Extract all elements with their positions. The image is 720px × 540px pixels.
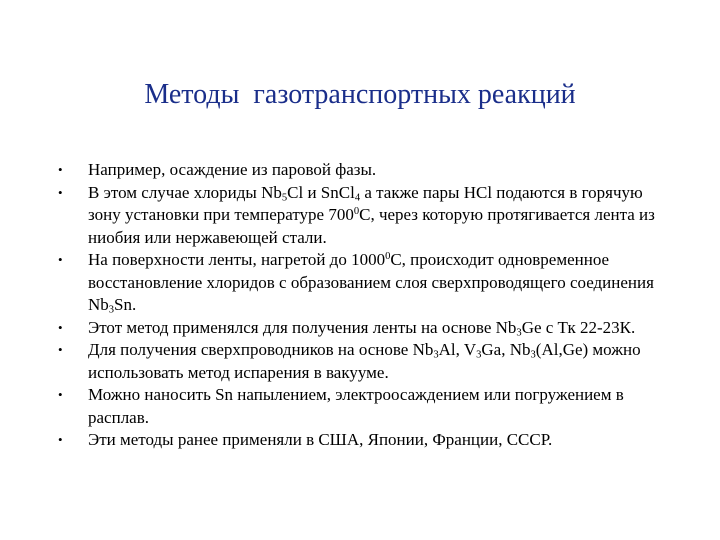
bullet-text <box>88 385 624 427</box>
text-run: C, через которую протягивается лента из ниобия или нержавеющей стали. <box>88 205 655 247</box>
text-run: Ge с Тк 22-23К. <box>521 317 636 337</box>
bullet-point-icon: • <box>58 319 63 335</box>
bullet-text <box>88 183 655 247</box>
text-run: 5 <box>281 192 288 204</box>
bullet-point-icon: • <box>58 342 63 357</box>
text-run: В этом случае хлориды Nb <box>88 182 282 202</box>
bullet-item <box>56 182 666 250</box>
bullet-point-icon: • <box>58 432 63 447</box>
text-run: Эти методы ранее применяли в США, Японии, Франции, СССР. <box>88 430 553 449</box>
text-run: Cl и SnCl <box>287 182 355 202</box>
bullet-point-icon: • <box>58 184 63 200</box>
text-run: C, происходит одновременное восстановление хлоридов с образованием слоя сверхпроводящего соединения Nb <box>88 250 654 314</box>
text-run: 3 <box>476 349 482 361</box>
text-run: 3 <box>530 349 536 361</box>
bullet-text <box>88 250 654 314</box>
bullet-item <box>56 429 666 452</box>
text-run: Для получения сверхпроводников на основе Nb <box>88 340 434 359</box>
text-run: Например, осаждение из паровой фазы. <box>88 160 377 179</box>
bullet-text <box>88 160 376 179</box>
bullet-point-icon: • <box>58 387 63 402</box>
text-run: Можно наносить Sn напылением, электроосаждением или погружением в расплав. <box>88 385 624 427</box>
text-run: Sn. <box>114 295 137 314</box>
text-run: На поверхности ленты, нагретой до 1000 <box>88 250 386 269</box>
text-run: 0 <box>385 251 391 263</box>
bullet-list <box>56 159 666 452</box>
slide-title: Методы газотранспортных реакций <box>144 79 576 110</box>
text-run: а также пары HCl подаются в горячую зону установки при температуре 700 <box>88 182 643 224</box>
text-run: 3 <box>433 349 439 361</box>
text-run: 4 <box>354 192 361 204</box>
text-run: 3 <box>108 304 115 316</box>
bullet-text <box>88 318 635 337</box>
text-run: Этот метод применялся для получения ленты на основе Nb <box>88 317 517 337</box>
bullet-text <box>88 340 641 382</box>
text-run: 0 <box>353 206 360 218</box>
text-run: Al, V <box>438 340 477 359</box>
bullet-item <box>56 317 666 340</box>
bullet-item <box>56 384 666 429</box>
text-run: (Al,Ge) можно использовать метод испарения в вакууме. <box>88 340 641 382</box>
bullet-point-icon: • <box>58 252 63 267</box>
bullet-item <box>56 339 666 384</box>
bullet-item <box>56 159 666 182</box>
text-run: 3 <box>516 327 522 339</box>
bullet-item <box>56 249 666 317</box>
bullet-point-icon: • <box>58 162 63 177</box>
bullet-text <box>88 430 552 449</box>
text-run: Ga, Nb <box>481 340 531 359</box>
